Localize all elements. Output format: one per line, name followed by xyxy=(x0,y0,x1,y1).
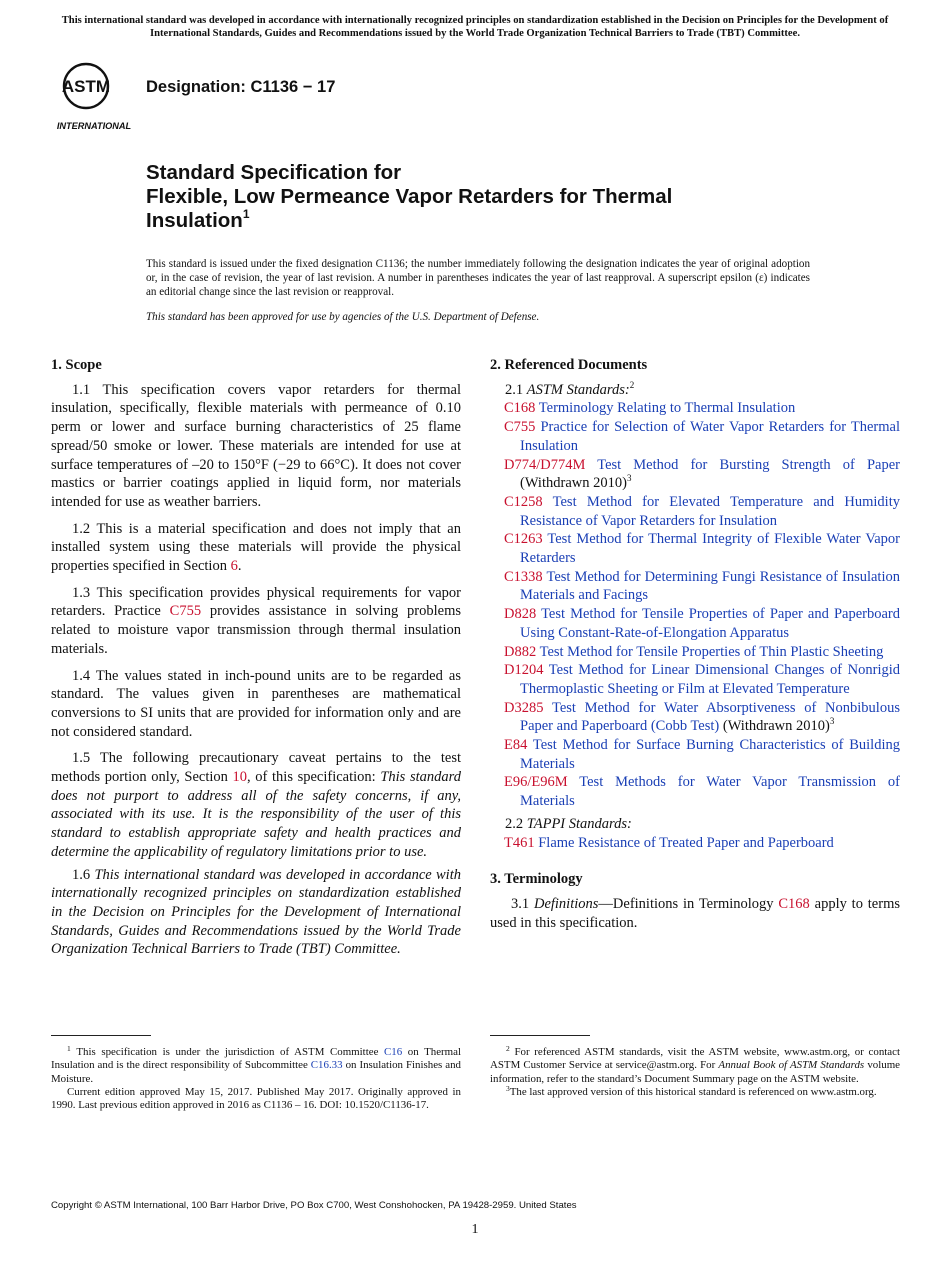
footnotes-right xyxy=(490,1046,900,1099)
footnote-3 xyxy=(490,1083,900,1099)
text: 1.2 This is a material specification and does not imply that an installed system using these materials will provide the physical properties specified in Section xyxy=(51,520,461,575)
reference-title-link[interactable]: Test Method for Tensile Properties of Thin Plastic Sheeting xyxy=(539,643,884,660)
scope-heading: 1. Scope xyxy=(51,357,102,373)
logo-text: ASTM xyxy=(61,77,111,96)
reference-status: (Withdrawn 2010) xyxy=(520,475,627,492)
text: apply to terms used in this specification. xyxy=(490,895,900,931)
link-section-6[interactable]: 6 xyxy=(230,558,238,575)
title-line-3 xyxy=(146,209,846,233)
text: Definitions xyxy=(533,895,599,912)
reference-code-link[interactable]: D774/D774M xyxy=(504,456,586,473)
reference-code-link[interactable]: C1338 xyxy=(504,568,543,585)
right-column xyxy=(490,356,900,932)
text: . xyxy=(237,558,242,575)
scope-1-1: 1.1 This specification covers vapor retarders for thermal insulation, specifically, flexible materials with permeance of 0.10 perm or lower and surface burning characteristics of 25 flame spread/50 smoke or lower. These materials are intended for use at surface temperatures of –20 to 150°F (−29 to 66°C). It does not cover mastics or barrier coatings applied in liquid form, nor materials intended for use as weather barriers. xyxy=(51,381,461,510)
text: ASTM Standards: xyxy=(526,381,630,398)
astm-reference-list xyxy=(490,399,900,810)
footnotes-left xyxy=(51,1046,461,1112)
reference-title-link[interactable]: Test Methods for Water Vapor Transmission of Materials xyxy=(520,774,900,810)
footnote-mark[interactable]: 3 xyxy=(626,473,632,484)
reference-code-link[interactable]: D882 xyxy=(504,643,537,660)
wto-statement: This international standard was developed in accordance with internationally recognized principles on standardization established in the Decision on Principles for the Development of International Standards, Guides and Recommendations issued by the World Trade Organization Technical Barriers to Trade (TBT) Committee. xyxy=(51,866,461,958)
title-line-1: Standard Specification for xyxy=(146,161,402,184)
scope-1-3 xyxy=(51,584,461,659)
reference-item xyxy=(490,399,900,418)
reference-code-link[interactable]: C1258 xyxy=(504,493,543,510)
footnote-mark: 2 xyxy=(506,1044,510,1053)
footnote-2 xyxy=(490,1046,900,1086)
safety-caveat: This standard does not purport to address all of the safety concerns, if any, associated with its use. It is the responsibility of the user of this standard to establish appropriate safety and health practices and determine the applicability of regulatory limitations prior to use. xyxy=(51,769,461,860)
text: 2.1 xyxy=(505,381,527,398)
left-column xyxy=(51,356,461,959)
reference-code-link[interactable]: C168 xyxy=(504,400,536,417)
reference-title-link[interactable]: Test Method for Linear Dimensional Changes of Nonrigid Thermoplastic Sheeting or Film at Elevated Temperature xyxy=(520,662,900,697)
scope-1-6 xyxy=(51,866,461,960)
reference-code-link[interactable]: E96/E96M xyxy=(504,774,568,791)
reference-title-link[interactable]: Flame Resistance of Treated Paper and Paperboard xyxy=(538,834,834,851)
text: on Thermal Insulation and is the direct responsibility of Subcommittee xyxy=(51,1046,462,1072)
link-c16[interactable]: C16 xyxy=(384,1046,403,1058)
title-footnote-mark[interactable]: 1 xyxy=(242,207,250,221)
reference-code-link[interactable]: D3285 xyxy=(504,699,544,716)
reference-code-link[interactable]: C1263 xyxy=(504,531,543,548)
tappi-standards-subheading xyxy=(490,815,900,834)
scope-1-4: 1.4 The values stated in inch-pound units are to be regarded as standard. The values given in parentheses are mathematical conversions to SI units that are provided for information only and are not considered standard. xyxy=(51,667,461,740)
astm-logo xyxy=(52,56,136,132)
scope-1-2 xyxy=(51,520,461,576)
reference-code-link[interactable]: D828 xyxy=(504,606,537,623)
reference-title-link[interactable]: Test Method for Determining Fungi Resistance of Insulation Materials and Facings xyxy=(520,568,900,604)
reference-item xyxy=(490,661,900,698)
footnote-rule-right xyxy=(490,1035,590,1036)
top-notice: This international standard was developed in accordance with internationally recognized principles on standardization established in the Decision on Principles for the Development of International Standards, Guides and Recommendations issued by the World Trade Organization Technical Barriers to Trade (TBT) Committee. xyxy=(61,15,889,39)
reference-title-link[interactable]: Test Method for Water Absorptiveness of Nonbibulous Paper and Paperboard (Cobb Test) xyxy=(520,699,900,735)
text: 1.6 xyxy=(72,866,95,883)
link-section-10[interactable]: 10 xyxy=(232,769,248,786)
reference-item xyxy=(490,530,900,567)
reference-code-link[interactable]: E84 xyxy=(504,737,528,754)
reference-title-link[interactable]: Practice for Selection of Water Vapor Retarders for Thermal Insulation xyxy=(520,419,901,454)
terminology-heading: 3. Terminology xyxy=(490,871,583,888)
reference-title-link[interactable]: Test Method for Elevated Temperature and Humidity Resistance of Vapor Retarders for Insulation xyxy=(520,493,900,529)
page-number: 1 xyxy=(471,1222,479,1237)
text: volume information, refer to the standard’s Document Summary page on the ASTM website. xyxy=(490,1059,900,1085)
designation: Designation: C1136 − 17 xyxy=(146,78,336,96)
reference-item xyxy=(490,456,900,493)
reference-item xyxy=(490,493,900,530)
link-c168[interactable]: C168 xyxy=(778,895,810,912)
document-title xyxy=(146,161,846,233)
tappi-reference-list xyxy=(490,834,900,853)
referenced-docs-heading: 2. Referenced Documents xyxy=(490,357,648,373)
footnote-mark[interactable]: 3 xyxy=(829,716,835,727)
text: 1.3 This specification provides physical requirements for vapor retarders. Practice xyxy=(51,584,461,620)
reference-title-link[interactable]: Test Method for Bursting Strength of Paper xyxy=(597,456,900,473)
reference-code-link[interactable]: T461 xyxy=(504,834,535,851)
reference-title-link[interactable]: Test Method for Tensile Properties of Paper and Paperboard Using Constant-Rate-of-Elongation Apparatus xyxy=(520,606,900,641)
reference-title-link[interactable]: Test Method for Thermal Integrity of Flexible Water Vapor Retarders xyxy=(520,531,900,567)
title-line-3-text: Insulation xyxy=(146,209,243,232)
reference-item xyxy=(490,699,900,736)
link-c755[interactable]: C755 xyxy=(169,603,202,620)
text: on Insulation Finishes and Moisture. xyxy=(51,1059,461,1085)
footnote-mark: 1 xyxy=(67,1044,71,1053)
reference-item xyxy=(490,736,900,773)
astm-standards-subheading xyxy=(490,381,900,400)
link-c16-33[interactable]: C16.33 xyxy=(310,1059,343,1072)
text: The last approved version of this historical standard is referenced on www.astm.org. xyxy=(509,1085,877,1098)
footnote-rule-left xyxy=(51,1035,151,1036)
footnote-mark[interactable]: 2 xyxy=(629,379,635,390)
text: 3.1 xyxy=(511,895,534,912)
text: 2.2 xyxy=(505,815,527,832)
reference-status: (Withdrawn 2010) xyxy=(719,718,830,735)
scope-1-5 xyxy=(51,749,461,861)
text: —Definitions in Terminology xyxy=(598,895,779,912)
reference-item xyxy=(490,605,900,642)
copyright: Copyright © ASTM International, 100 Barr Harbor Drive, PO Box C700, West Conshohocken, PA 19428-2959. United States xyxy=(51,1200,577,1211)
title-line-2: Flexible, Low Permeance Vapor Retarders for Thermal xyxy=(146,185,673,208)
text: This specification is under the jurisdiction of ASTM Committee xyxy=(76,1046,385,1058)
text: TAPPI Standards: xyxy=(526,815,632,832)
dod-approval-note: This standard has been approved for use by agencies of the U.S. Department of Defense. xyxy=(146,311,540,323)
reference-title-link[interactable]: Terminology Relating to Thermal Insulation xyxy=(538,400,796,417)
footnote-1 xyxy=(51,1046,461,1086)
text: For referenced ASTM standards, visit the ASTM website, www.astm.org, or contact ASTM Customer Service at service@astm.org. For xyxy=(490,1046,900,1072)
reference-item xyxy=(490,568,900,605)
footnote-1-edition: Current edition approved May 15, 2017. Published May 2017. Originally approved in 1990. Last previous edition approved in 2016 as C1136 – 16. DOI: 10.1520/C1136-17. xyxy=(51,1085,461,1112)
reference-item xyxy=(490,773,900,810)
reference-code-link[interactable]: D1204 xyxy=(504,662,544,679)
text: Annual Book of ASTM Standards xyxy=(718,1059,865,1072)
reference-item xyxy=(490,834,900,853)
reference-code-link[interactable]: C755 xyxy=(504,419,536,436)
text: 1.5 The following precautionary caveat pertains to the test methods portion only, Section xyxy=(51,750,461,786)
text: provides assistance in solving problems related to moisture vapor transmission through thermal insulation materials. xyxy=(51,603,461,657)
issue-note: This standard is issued under the fixed designation C1136; the number immediately following the designation indicates the year of original adoption or, in the case of revision, the year of last revision. A number in parentheses indicates the year of last reapproval. A superscript epsilon (ε) indicates an editorial change since the last revision or reapproval. xyxy=(146,258,810,299)
terminology-3-1 xyxy=(490,895,900,932)
text: , of this specification: xyxy=(247,769,381,786)
reference-item xyxy=(490,643,900,662)
reference-title-link[interactable]: Test Method for Surface Burning Characteristics of Building Materials xyxy=(520,737,900,772)
reference-item xyxy=(490,418,900,455)
logo-subtext: INTERNATIONAL xyxy=(56,121,132,131)
footnote-mark: 3 xyxy=(506,1083,510,1093)
